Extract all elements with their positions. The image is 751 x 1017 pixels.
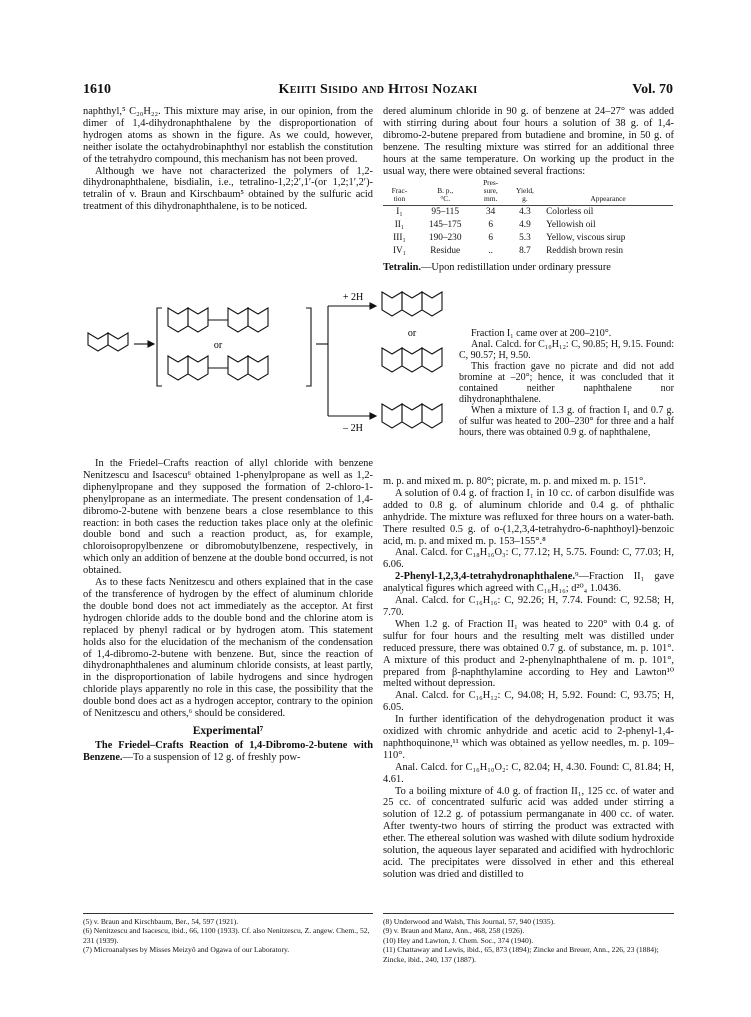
paragraph: When 1.2 g. of Fraction II₁ was heated to 220° with 0.4 g. of sulfur for four hours and the resulting melt was distilled under reduced pressure, there was obtained 0.7 g. of substance, m. p. 101°. A mixture of this product and 2-phenylnaphthalene of m. p. 101°, prepared from β-naphthylamine according to Hey and Lawton¹⁰ melted without depression. <box>383 618 674 690</box>
subheading-text: ⁹—Fraction II₁ gave analytical figures which agreed with C₁₆H₁₆; d²⁰₄ 1.0436. <box>383 571 674 595</box>
table-cell: II₁ <box>394 220 405 231</box>
paragraph: Although we have not characterized the polymers of 1,2-dihydronaphthalene, bisdialin, i.e., tetralino-1,2;2′,1′-(or 1,2;1′,2′)-tetralin of v. Braun and Kirschbaum⁵ obtained by the sulfuric acid treatment of this dihydronaphthalene, is to be noticed. <box>83 165 373 213</box>
paragraph: m. p. and mixed m. p. 80°; picrate, m. p. and mixed m. p. 151°. <box>383 476 646 487</box>
table-cell: 6 <box>488 220 493 231</box>
table-cell: Residue <box>430 246 461 257</box>
table-cell: Colorless oil <box>546 207 594 218</box>
footnote: (8) Underwood and Walsh, This Journal, 57, 940 (1935). <box>383 917 556 926</box>
table-header: Yield, g. <box>516 186 534 204</box>
table-header: Appearance <box>590 194 626 204</box>
reaction-scheme <box>78 286 378 436</box>
or-label: or <box>407 328 417 339</box>
paragraph: Anal. Calcd. for C₁₈H₁₆O₃: C, 77.12; H, 5.75. Found: C, 77.03; H, 6.06. <box>383 547 674 571</box>
table-cell: III₁ <box>393 233 406 244</box>
footnote-rule <box>83 913 373 914</box>
table-row <box>383 232 673 245</box>
paragraph: When a mixture of 1.3 g. of fraction I₁ and 0.7 g. of sulfur was heated to 200–230° for three and a half hours, there was obtained 0.9 g. of naphthalene, <box>459 405 674 438</box>
paragraph: dered aluminum chloride in 90 g. of benzene at 24–27° was added with stirring during about four hours a solution of 38 g. of 1,4-dibromo-2-butene prepared from butadiene and bromine, in 50 g. of benzene. The resulting mixture was stirred for an additional three hours at the same temperature. On working up the product in the usual way, there were obtained several fractions: <box>383 106 674 177</box>
table-cell: 8.7 <box>519 246 531 257</box>
right-column-rest <box>383 476 674 881</box>
table-cell: Yellowish oil <box>546 220 596 231</box>
paragraph: Anal. Calcd. for C₁₀H₁₂: C, 90.85; H, 9.15. Found: C, 90.57; H, 9.50. <box>459 339 674 361</box>
table-cell: 145–175 <box>428 220 462 231</box>
paragraph: Anal. Calcd. for C₁₆H₁₂: C, 94.08; H, 5.92. Found: C, 93.75; H, 6.05. <box>383 690 674 714</box>
footnotes-left <box>83 917 373 955</box>
table-cell: 4.3 <box>519 207 531 218</box>
paragraph: naphthyl,⁵ C₂₀H₂₂. This mixture may arise, in our opinion, from the dimer of 1,4-dihydronaphthalene by the disproportionation of hydrogen atoms as shown in the figure. As we could, however, neither isolate the octahydrobinaphthyl nor establish the constitution of the tetrahydro compound, this mechanism has not been proved. <box>83 106 373 165</box>
or-label: or <box>213 340 223 351</box>
table-row <box>383 219 673 232</box>
footnote: (10) Hey and Lawton, J. Chem. Soc., 374 (1940). <box>383 935 534 945</box>
table-header: B. p., °C. <box>437 186 454 204</box>
table-cell: 5.3 <box>519 233 531 244</box>
table-cell: Reddish brown resin <box>546 246 624 257</box>
subheading-text: —Upon redistillation under ordinary pressure <box>421 262 611 274</box>
table-cell: 190–230 <box>428 233 462 244</box>
right-column-top <box>383 106 674 274</box>
footnotes-right <box>383 917 674 964</box>
table-cell: 4.9 <box>519 220 531 231</box>
footnote: (6) Nenitzescu and Isacescu, ibid., 66, 1100 (1933). Cf. also Nenitzescu, Z. angew. Chem., 52, 231 (1939). <box>83 926 370 945</box>
subheading-text: —To a suspension of 12 g. of freshly pow- <box>122 751 301 763</box>
paragraph: In the Friedel–Crafts reaction of allyl chloride with benzene Nenitzescu and Isacescu⁶ obtained 1-phenylpropane as well as 1,2-diphenylpropane and they supposed the formation of 2-chloro-1-phenylpropane as an intermediate. The present condensation of 1,4-dibromo-2-butene with benzene bears a close resemblance to this reaction: in both cases the reduction takes place only at the olefinic double bond and such a reaction product, as, for example, chloroisopropylbenzene or dibromobutylbenzene, respectively, in which only an addition of benzene at the double bond occurred, is not obtained. <box>83 458 373 577</box>
paragraph: As to these facts Nenitzescu and others explained that in the case of the transference of hydrogen by the effect of aluminum chloride the double bond does not act immediately as the acceptor. At first hydrogen chloride adds to the double bond and the chlorine atom is replaced by phenyl radical or by hydrogen atom. This statement holds also for the elucidation of the mechanism of the condensation of 1,4-dibromo-2-butene with benzene. But, since the reaction of dihydronaphthalenes and aluminum chloride consists, at least partly, in the disproportionation of labile hydrogens and since hydrogen chloride plays apparently no role in this case, the possibility that the double bond does act as a hydrogen acceptor, contrary to the opinion of Nenitzescu and others,⁶ should be considered. <box>83 577 373 720</box>
paragraph: This fraction gave no picrate and did not add bromine at –20°; hence, it was concluded that it contained neither naphthalene nor dihydronaphthalene. <box>459 361 674 405</box>
table-cell: .. <box>488 246 493 257</box>
subheading: Tetralin. <box>383 262 422 274</box>
table-cell: I₁ <box>396 207 403 218</box>
section-heading: Experimental⁷ <box>192 724 264 737</box>
left-column-top <box>83 106 373 213</box>
minus-hydrogen-label: – 2H <box>343 423 363 434</box>
plus-hydrogen-label: + 2H <box>342 292 364 303</box>
volume-label: Vol. 70 <box>632 82 673 97</box>
paragraph: Anal. Calcd. for C₁₆H₁₆: C, 92.26; H, 7.74. Found: C, 92.58; H, 7.70. <box>383 595 674 618</box>
subheading: 2-Phenyl-1,2,3,4-tetrahydronaphthalene. <box>395 571 575 583</box>
table-row <box>383 206 673 220</box>
paragraph: In further identification of the dehydrogenation product it was oxidized with chromic anhydride and acetic acid to 2-phenyl-1,4-naphthoquinone,¹¹ which was obtained as yellow needles, m. p. 109–110°. <box>383 714 674 761</box>
paragraph: To a boiling mixture of 4.0 g. of fraction II₁, 125 cc. of water and 25 cc. of concentrated sulfuric acid was added under stirring a solution of 12.2 g. of potassium permanganate in 400 cc. of water. After twenty-two hours of stirring the product was extracted with ether. The ethereal solution was washed with dilute sodium hydroxide solution, the aqueous layer separated and acidified with hydrochloric acid. The precipitates were dissolved in ether and this ethereal solution was dried and distilled to <box>383 785 674 880</box>
table-cell: 6 <box>488 233 493 244</box>
footnote: (11) Chattaway and Lewis, ibid., 65, 873 (1894); Zincke and Breuer, Ann., 226, 23 (1884); Zincke, ibid., 240, 137 (1887). <box>383 945 659 964</box>
table-cell: IV₁ <box>392 246 406 257</box>
table-row <box>383 245 673 258</box>
page-number: 1610 <box>83 82 111 97</box>
table-header: Frac- tion <box>391 186 408 204</box>
subheading: The Friedel–Crafts Reaction of 1,4-Dibromo-2-butene with Benzene. <box>83 739 373 763</box>
tetralin-narrow-text <box>459 328 674 438</box>
table-cell: Yellow, viscous sirup <box>546 233 626 244</box>
table-header: Pres- sure, mm. <box>483 178 499 204</box>
paragraph: A solution of 0.4 g. of fraction I₁ in 10 cc. of carbon disulfide was added to 0.8 g. of aluminum chloride and 0.4 g. of phthalic anhydride. The mixture was refluxed for three hours on a water-bath. There resulted 0.5 g. of o-(1,2,3,4-tetrahydro-6-naphthoyl)-benzoic acid, m. p. and mixed m. p. 153–155°.⁸ <box>383 487 674 547</box>
product-structures <box>378 268 458 458</box>
paragraph: Fraction I₁ came over at 200–210°. <box>471 328 612 339</box>
page-header <box>83 82 673 100</box>
footnote: (7) Microanalyses by Misses Meizyô and Ogawa of our Laboratory. <box>83 945 290 955</box>
footnote: (9) v. Braun and Manz, Ann., 468, 258 (1926). <box>383 926 525 936</box>
running-title: Keiiti Sisido and Hitosi Nozaki <box>278 82 478 97</box>
table-cell: 34 <box>486 207 496 218</box>
paragraph: Anal. Calcd. for C₁₆H₁₀O₂: C, 82.04; H, 4.30. Found: C, 81.84; H, 4.61. <box>383 761 674 785</box>
footnote: (5) v. Braun and Kirschbaum, Ber., 54, 597 (1921). <box>83 917 239 926</box>
table-cell: 95–115 <box>431 207 459 218</box>
fractions-table <box>383 179 673 258</box>
left-column-bottom <box>83 458 373 764</box>
footnote-rule <box>383 913 674 914</box>
